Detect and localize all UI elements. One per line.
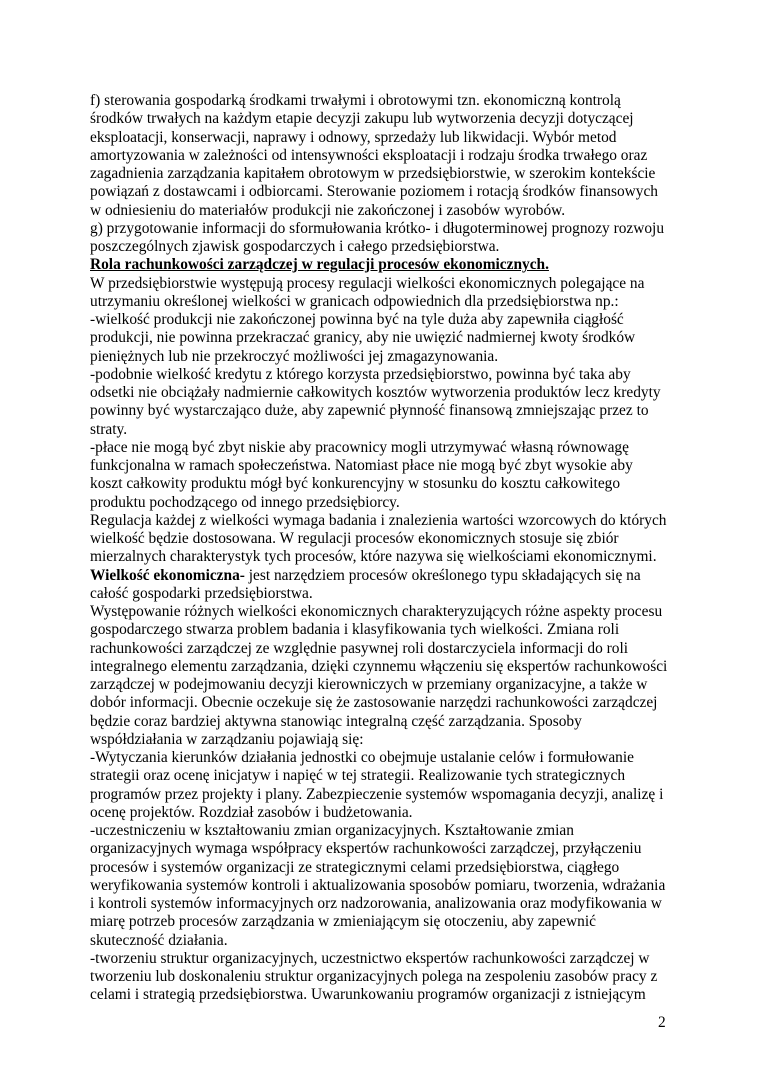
text-line: środków trwałych na każdym etapie decyzji zakupu lub wytworzenia decyzji dotyczącej <box>90 110 634 128</box>
text-line: zarządczej w podejmowaniu decyzji kierowniczych w przemiany organizacyjne, a także w <box>90 676 648 693</box>
text-line: produkcji, nie powinna przekraczać granicy, aby nie uwięzić nadmiernej kwoty środków <box>90 329 636 347</box>
text-line: -tworzeniu struktur organizacyjnych, uczestnictwo ekspertów rachunkowości zarządczej w <box>90 949 650 967</box>
text-line: -uczestniczeniu w kształtowaniu zmian organizacyjnych. Kształtowanie zmian <box>90 822 574 839</box>
body-text <box>90 92 680 1005</box>
text-line: Regulacja każdej z wielkości wymaga badania i znalezienia wartości wzorcowych do których <box>90 511 667 529</box>
text-line: procesów i systemów organizacji ze strategicznymi celami przedsiębiorstwa, ciągłego <box>90 858 620 876</box>
text-line: mierzalnych charakterystyk tych procesów, które nazywa się wielkościami ekonomicznymi. <box>90 548 657 566</box>
text-line: całość gospodarki przedsiębiorstwa. <box>90 584 313 602</box>
text-line: amortyzowania w zależności od intensywności eksploatacji i rodzaju środka trwałego oraz <box>90 146 648 164</box>
text-line: współdziałania w zarządzaniu pojawiają się: <box>90 730 364 748</box>
text-line: -Wytyczania kierunków działania jednostki co obejmuje ustalanie celów i formułowanie <box>90 749 634 766</box>
text-line: -płace nie mogą być zbyt niskie aby pracownicy mogli utrzymywać własną równowagę <box>90 438 629 456</box>
text-line: skuteczność działania. <box>90 931 228 949</box>
text-line: dobór informacji. Obecnie oczekuje się że zastosowanie narzędzi rachunkowości zarządczej <box>90 694 658 712</box>
text-line: gospodarczego stwarza problem badania i klasyfikowania tych wielkości. Zmiana roli <box>90 621 620 639</box>
text-line: ocenę projektów. Rozdział zasobów i budżetowania. <box>90 803 413 821</box>
text-line: będzie coraz bardziej aktywna stanowiąc integralną część zarządzania. Sposoby <box>90 712 582 730</box>
text-line: W przedsiębiorstwie występują procesy regulacji wielkości ekonomicznych polegające na <box>90 274 645 292</box>
text-line: -wielkość produkcji nie zakończonej powinna być na tyle duża aby zapewniła ciągłość <box>90 311 624 328</box>
text-line: strategii oraz ocenę inicjatyw i napięć w tej strategii. Realizowanie tych strategicznych <box>90 767 626 785</box>
text-line: straty. <box>90 420 128 438</box>
text-line: eksploatacji, konserwacji, naprawy i odnowy, sprzedaży lub likwidacji. Wybór metod <box>90 128 617 146</box>
page-number: 2 <box>658 1014 666 1031</box>
text-line: i kontroli systemów informacyjnych orz nadzorowania, analizowania oraz modyfikowania w <box>90 895 662 912</box>
text-line: weryfikowania systemów kontroli i aktualizowania sposobów pomiaru, tworzenia, wdrażania <box>90 876 666 894</box>
text-line: koszt całkowity produktu mógł być konkurencyjny w stosunku do kosztu całkowitego <box>90 475 621 493</box>
text-line: tworzeniu lub doskonaleniu struktur organizacyjnych polega na zespoleniu zasobów pracy z <box>90 968 658 985</box>
text-line: powinny być wystarczająco duże, aby zapewnić płynność finansową zmniejszając przez to <box>90 402 649 420</box>
text-line: poszczególnych zjawisk gospodarczych i całego przedsiębiorstwa. <box>90 238 500 255</box>
text-line: g) przygotowanie informacji do sformułowania krótko- i długoterminowej prognozy rozwoju <box>90 219 665 237</box>
text-line: integralnego elementu zarządzania, dzięki czynnemu włączeniu się ekspertów rachunkowości <box>90 657 668 675</box>
definition-line <box>90 567 680 585</box>
text-line: utrzymaniu określonej wielkości w granicach odpowiednich dla przedsiębiorstwa np.: <box>90 292 619 310</box>
text-line: wielkość będzie dostosowana. W regulacji procesów ekonomicznych stosuje się zbiór <box>90 530 619 547</box>
text-line: celami i strategią przedsiębiorstwa. Uwarunkowaniu programów organizacji z istniejącym <box>90 986 646 1004</box>
definition-text: jest narzędziem procesów określonego typu składających się na <box>244 566 641 584</box>
text-line: produktu pochodzącego od innego przedsiębiorcy. <box>90 493 400 511</box>
text-line: pieniężnych lub nie przekroczyć możliwości jej zmagazynowania. <box>90 347 499 365</box>
text-line: miarę potrzeb procesów zarządzania w zmieniającym się otoczeniu, aby zapewnić <box>90 913 596 931</box>
text-line: -podobnie wielkość kredytu z którego korzysta przedsiębiorstwo, powinna być taka aby <box>90 365 631 383</box>
text-line: zagadnienia zarządzania kapitałem obrotowym w przedsiębiorstwie, w szerokim kontekście <box>90 165 656 182</box>
text-line: funkcjonalna w ramach społeczeństwa. Natomiast płace nie mogą być zbyt wysokie aby <box>90 457 633 474</box>
text-line: rachunkowości zarządczej ze względnie pasywnej roli dostarczyciela informacji do roli <box>90 639 629 657</box>
text-line: Występowanie różnych wielkości ekonomicznych charakteryzujących różne aspekty procesu <box>90 603 663 620</box>
text-line: f) sterowania gospodarką środkami trwałymi i obrotowymi tzn. ekonomiczną kontrolą <box>90 92 621 109</box>
text-line: odsetki nie obciążały nadmiernie całkowitych kosztów wytworzenia produktów lecz kredyty <box>90 384 661 401</box>
text-line: programów przez projekty i plany. Zabezpieczenie systemów wspomagania decyzji, analizę i <box>90 785 664 803</box>
defined-term: Wielkość ekonomiczna- <box>90 566 245 584</box>
section-heading <box>90 256 680 274</box>
text-line: powiązań z dostawcami i odbiorcami. Sterowanie poziomem i rotacją środków finansowych <box>90 183 659 201</box>
text-line: w odniesieniu do materiałów produkcji nie zakończonej i zasobów wyrobów. <box>90 201 566 219</box>
text-line: organizacyjnych wymaga współpracy ekspertów rachunkowości zarządczej, przyłączeniu <box>90 840 642 858</box>
section-heading-text: Rola rachunkowości zarządczej w regulacji procesów ekonomicznych. <box>90 256 549 274</box>
